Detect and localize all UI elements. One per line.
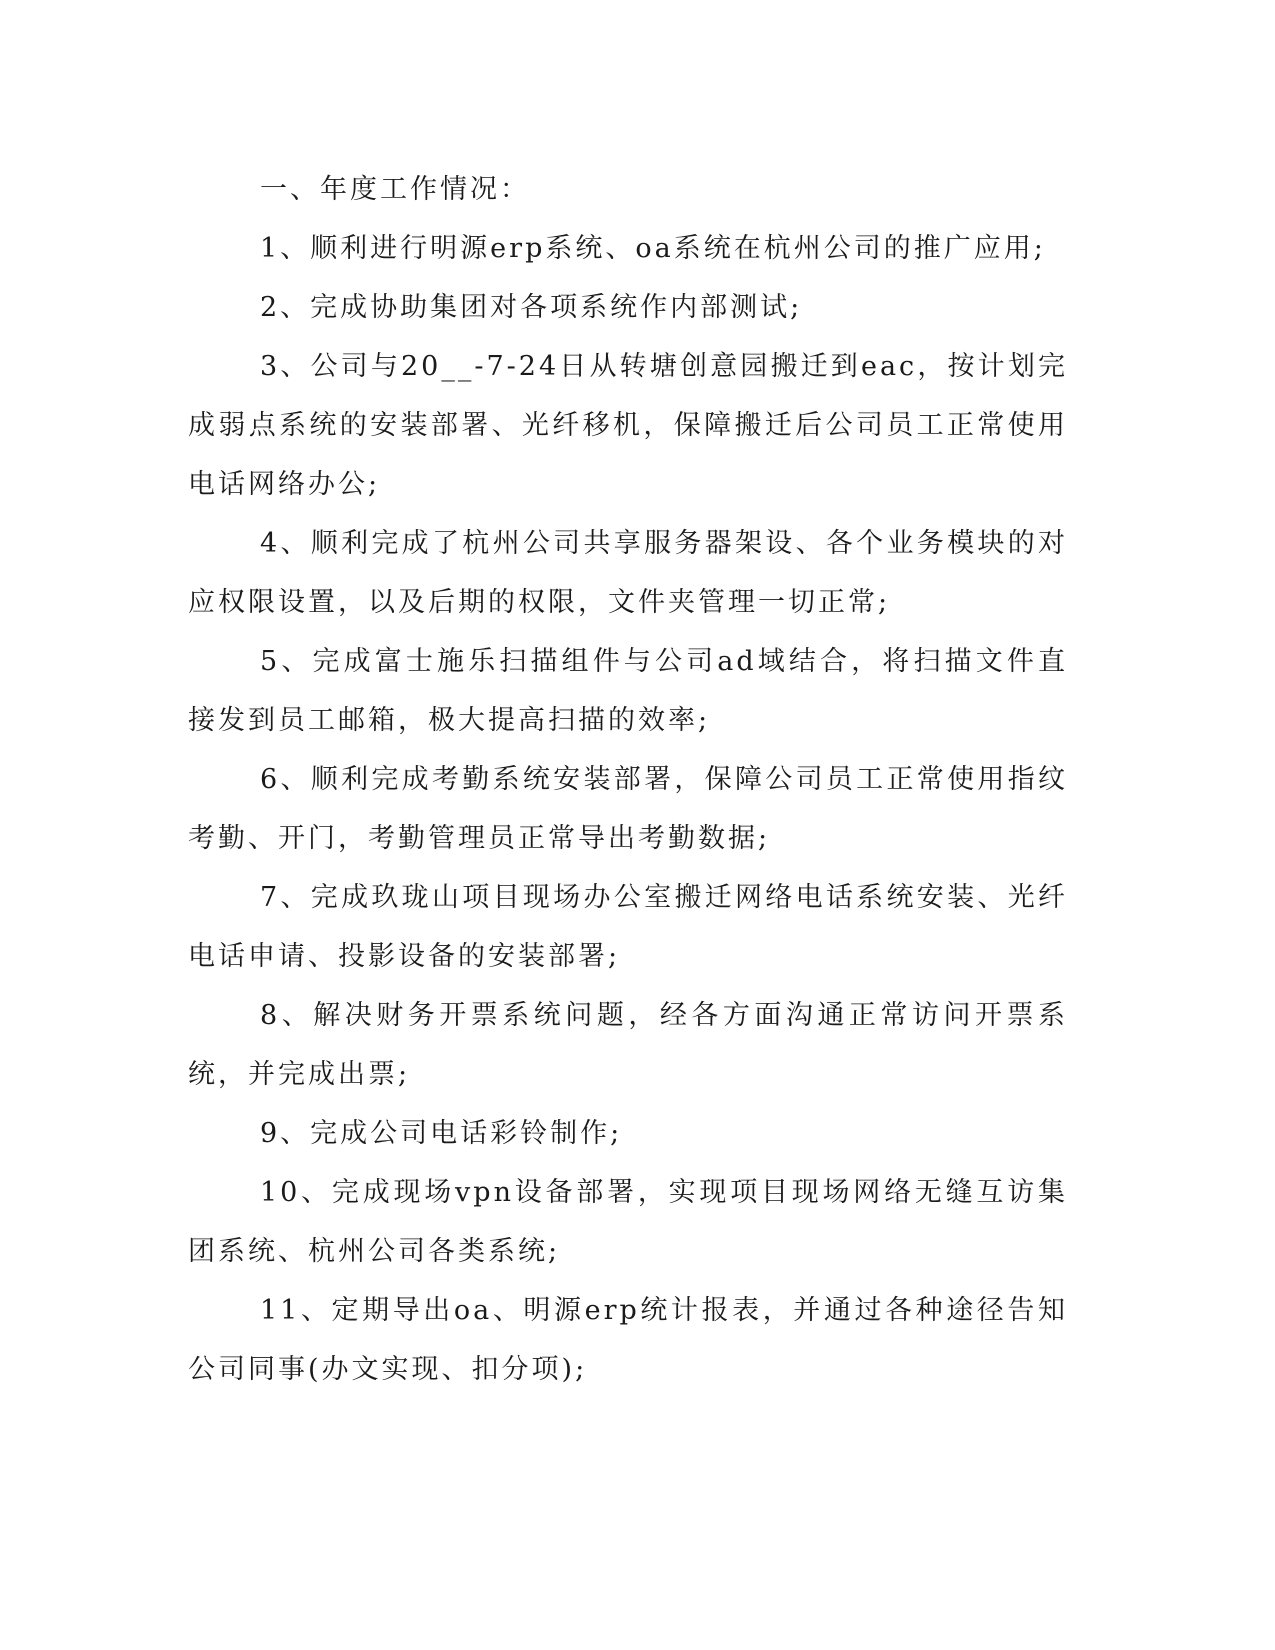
- list-item: 11、定期导出oa、明源erp统计报表，并通过各种途径告知公司同事(办文实现、扣分项);: [188, 1295, 1068, 1385]
- list-item: 6、顺利完成考勤系统安装部署，保障公司员工正常使用指纹考勤、开门，考勤管理员正常导出考勤数据;: [188, 764, 1068, 854]
- list-item: 4、顺利完成了杭州公司共享服务器架设、各个业务模块的对应权限设置，以及后期的权限，文件夹管理一切正常;: [188, 528, 1068, 618]
- document-body: [188, 160, 1068, 1399]
- list-item: 3、公司与20__-7-24日从转塘创意园搬迁到eac，按计划完成弱点系统的安装部署、光纤移机，保障搬迁后公司员工正常使用电话网络办公;: [188, 351, 1068, 500]
- list-item: 2、完成协助集团对各项系统作内部测试;: [260, 292, 803, 323]
- section-heading: 一、年度工作情况：: [260, 174, 530, 205]
- list-item: 7、完成玖珑山项目现场办公室搬迁网络电话系统安装、光纤电话申请、投影设备的安装部署;: [188, 882, 1068, 972]
- list-item: 8、解决财务开票系统问题，经各方面沟通正常访问开票系统，并完成出票;: [188, 1000, 1068, 1090]
- list-item: 1、顺利进行明源erp系统、oa系统在杭州公司的推广应用;: [260, 233, 1046, 264]
- list-item: 10、完成现场vpn设备部署，实现项目现场网络无缝互访集团系统、杭州公司各类系统;: [188, 1177, 1068, 1267]
- list-item: 9、完成公司电话彩铃制作;: [260, 1118, 623, 1149]
- list-item: 5、完成富士施乐扫描组件与公司ad域结合，将扫描文件直接发到员工邮箱，极大提高扫描的效率;: [188, 646, 1068, 736]
